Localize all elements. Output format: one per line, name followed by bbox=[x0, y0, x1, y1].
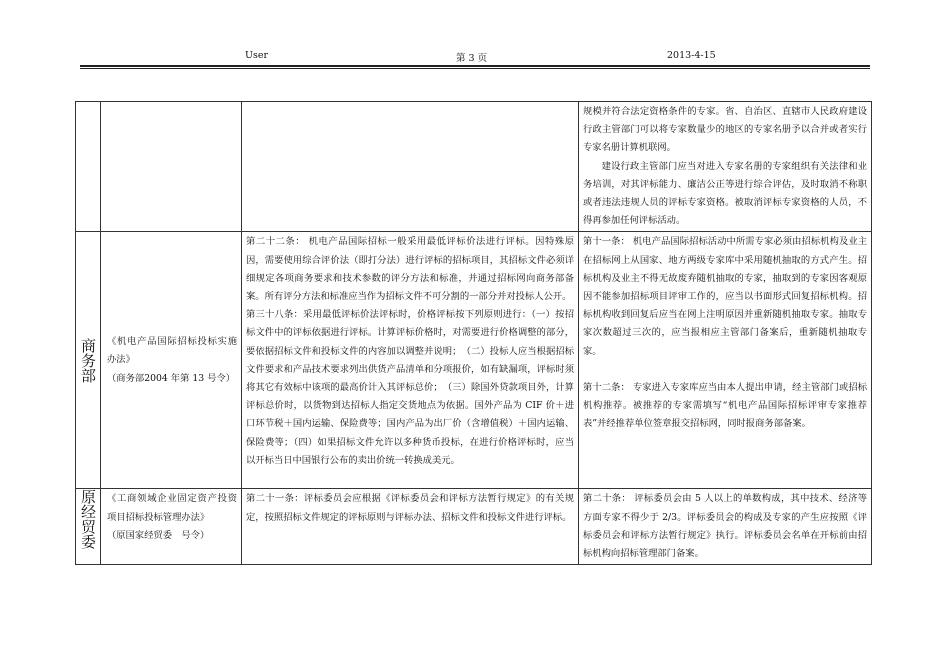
header-date: 2013-4-15 bbox=[667, 50, 716, 61]
article: 第二十二条： 机电产品国际招标一般采用最低评标价法进行评标。因特殊原因，需要使用综合评价法（即打分法）进行评标的招标项目，其招标文件必须详细规定各项商务要求和技术参数的评分方法和标准，并通过招标网向商务部备案。所有评分方法和标准应当作为招标文件不可分割的一部分并对投标人公开。 bbox=[246, 236, 574, 303]
law-cell bbox=[101, 232, 242, 489]
law-title: 《机电产品国际招标投标实施办法》 bbox=[107, 336, 237, 366]
article: 第十一条： 机电产品国际招标活动中所需专家必须由招标机构及业主在招标网上从国家、地方两级专家库中采用随机抽取的方式产生。招标机构及业主不得无故废弃随机抽取的专家，抽取到的专家因客观原因不能参加招标项目评审工作的，应当以书面形式回复招标机构。招标机构收到回复后应当在网上注明原因并重新随机抽取专家。抽取专家次数超过三次的，应当报相应主管部门备案后，重新随机抽取专家。 bbox=[583, 236, 867, 357]
paragraph: 建设行政主管部门应当对进入专家名册的专家组织有关法律和业务培训，对其评标能力、廉洁公正等进行综合评估，及时取消不称职或者违法违规人员的评标专家资格。被取消评标专家资格的人员，不得再参加任何评标活动。 bbox=[583, 160, 867, 227]
page-header bbox=[80, 50, 870, 64]
header-rule-thick bbox=[80, 65, 870, 67]
table-row bbox=[76, 232, 872, 489]
table-row bbox=[76, 102, 872, 232]
evaluation-method-cell bbox=[242, 489, 579, 565]
expert-rules-cell bbox=[579, 232, 872, 489]
article: 第十二条： 专家进入专家库应当由本人提出申请，经主管部门或招标机构推荐。被推荐的专家需填写“机电产品国际招标评审专家推荐表”并经推荐单位签章报交招标网，同时报商务部备案。 bbox=[583, 381, 867, 430]
law-title: 《工商领域企业固定资产投资项目招标投标管理办法》 bbox=[107, 493, 237, 523]
article: 第二十条： 评标委员会由 5 人以上的单数构成，其中技术、经济等方面专家不得少于 2/3。评标委员会的构成及专家的产生应按照《评标委员会和评标方法暂行规定》执行。评标委员会名单在开标前由招标机构向招标管理部门备案。 bbox=[583, 493, 867, 560]
evaluation-method-cell bbox=[242, 232, 579, 489]
dept-cell bbox=[76, 102, 101, 232]
header-user: User bbox=[245, 50, 269, 61]
article: 第三十八条：采用最低评标价法评标时，价格评标按下列原则进行：（一）按招标文件中的评标依据进行评标。计算评标价格时，对需要进行价格调整的部分，要依据招标文件和投标文件的内容加以调整并说明； （二）投标人应当根据招标文件要求和产品技术要求列出供货产品清单和分项报价，如有缺漏项，评标时须将其它有效标中该项的最高价计入其评标总价； （三）除国外贷款项目外，计算评标总价时，以货物到达招标人指定交货地点为依据。国外产品为 CIF 价＋进口环节税＋国内运输、保险费等；国内产品为出厂价（含增值税）＋国内运输、保险费等；（四）如果招标文件允许以多种货币投标，在进行价格评标时，应当以开标当日中国银行公布的卖出价统一转换成美元。 bbox=[246, 309, 574, 466]
law-issuer: （原国家经贸委 号令） bbox=[107, 529, 210, 541]
header-page-number: 第 3 页 bbox=[456, 53, 488, 64]
dept-cell bbox=[76, 489, 101, 565]
dept-name: 原经贸委 bbox=[79, 489, 97, 550]
dept-cell bbox=[76, 232, 101, 489]
dept-name: 商务部 bbox=[79, 337, 97, 383]
regulation-table bbox=[75, 101, 872, 565]
law-cell bbox=[101, 489, 242, 565]
expert-rules-cell bbox=[579, 102, 872, 232]
table-row bbox=[76, 489, 872, 565]
evaluation-method-cell bbox=[242, 102, 579, 232]
header-rule-thin bbox=[80, 68, 870, 69]
article: 第二十一条：评标委员会应根据《评标委员会和评标方法暂行规定》的有关规定，按照招标文件规定的评标原则与评标办法、招标文件和投标文件进行评标。 bbox=[246, 493, 574, 523]
expert-rules-cell bbox=[579, 489, 872, 565]
law-cell bbox=[101, 102, 242, 232]
law-issuer: （商务部2004 年第 13 号令） bbox=[107, 372, 236, 384]
paragraph: 规模并符合法定资格条件的专家。省、自治区、直辖市人民政府建设行政主管部门可以将专家数量少的地区的专家名册予以合并或者实行专家名册计算机联网。 bbox=[583, 106, 867, 154]
